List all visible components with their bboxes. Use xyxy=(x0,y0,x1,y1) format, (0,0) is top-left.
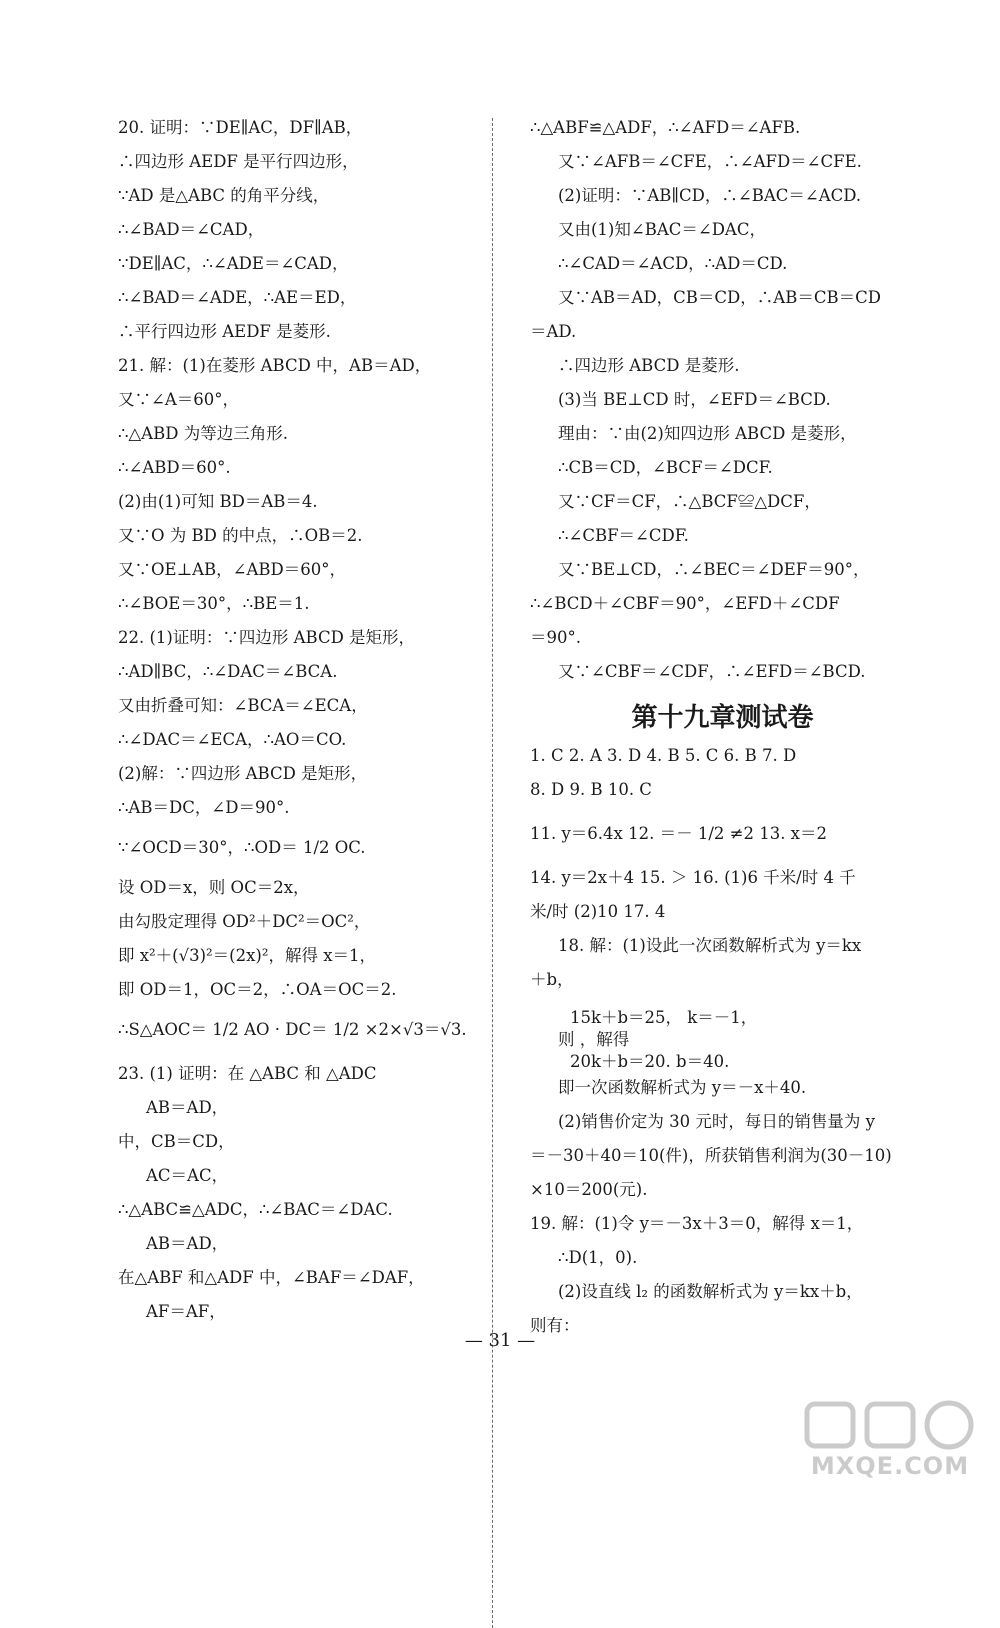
right-text-line: 又∵BE⊥CD，∴∠BEC＝∠DEF＝90°， xyxy=(558,560,870,579)
left-text-line: 又∵∠A＝60°， xyxy=(118,390,239,409)
left-text-line: 中，CB＝CD， xyxy=(118,1132,235,1151)
left-text-line: 又∵OE⊥AB，∠ABD＝60°， xyxy=(118,560,346,579)
left-text-line: ∴∠BAD＝∠ADE，∴AE＝ED， xyxy=(118,288,357,307)
right-answer-line: 米/时 (2)10 17. 4 xyxy=(530,902,666,921)
right-text-line: ∴四边形 ABCD 是菱形. xyxy=(558,356,740,375)
left-text-line: 21. 解：(1)在菱形 ABCD 中，AB＝AD， xyxy=(118,356,432,375)
left-text-line: ∴△ABC≌△ADC，∴∠BAC＝∠DAC. xyxy=(118,1200,393,1219)
left-text-line: AB＝AD， xyxy=(146,1234,229,1253)
left-text-line: ∴∠ABD＝60°. xyxy=(118,458,231,477)
left-text-line: (2)解：∵四边形 ABCD 是矩形， xyxy=(118,764,368,783)
right-text-line: ∴∠BCD＋∠CBF＝90°，∠EFD＋∠CDF xyxy=(530,594,840,613)
right-text-line: ∴∠CBF＝∠CDF. xyxy=(558,526,689,545)
right-text-line: ∴∠CAD＝∠ACD，∴AD＝CD. xyxy=(558,254,788,273)
left-text-line: ∵∠OCD＝30°，∴OD＝ 1/2 OC. xyxy=(118,838,366,857)
left-text-line: (2)由(1)可知 BD＝AB＝4. xyxy=(118,492,318,511)
right-text-line: 又∵CF＝CF，∴△BCF≌△DCF， xyxy=(558,492,821,511)
right-answer-line: 18. 解：(1)设此一次函数解析式为 y＝kx xyxy=(558,936,862,955)
left-text-line: ∴四边形 AEDF 是平行四边形， xyxy=(118,152,359,171)
right-answer-line: 1. C 2. A 3. D 4. B 5. C 6. B 7. D xyxy=(530,746,797,765)
left-text-line: 由勾股定理得 OD²＋DC²＝OC²， xyxy=(118,912,371,931)
left-text-line: AB＝AD， xyxy=(146,1098,229,1117)
right-answer-line: 则有： xyxy=(530,1316,580,1335)
left-text-line: 又∵O 为 BD 的中点，∴OB＝2. xyxy=(118,526,363,545)
left-text-line: 23. (1) 证明：在 △ABC 和 △ADC xyxy=(118,1064,377,1083)
left-text-line: ∴∠BOE＝30°，∴BE＝1. xyxy=(118,594,310,613)
left-text-line: 在△ABF 和△ADF 中，∠BAF＝∠DAF， xyxy=(118,1268,425,1287)
right-text-line: (2)证明：∵AB∥CD，∴∠BAC＝∠ACD. xyxy=(558,186,862,205)
right-answer-line: 即一次函数解析式为 y＝－x＋40. xyxy=(558,1078,807,1097)
right-text-line: (3)当 BE⊥CD 时，∠EFD＝∠BCD. xyxy=(558,390,831,409)
right-text-line: ∴△ABF≌△ADF，∴∠AFD＝∠AFB. xyxy=(530,118,801,137)
right-answer-line: 8. D 9. B 10. C xyxy=(530,780,652,799)
right-text-line: 又∵∠AFB＝∠CFE，∴∠AFD＝∠CFE. xyxy=(558,152,862,171)
left-text-line: 设 OD＝x，则 OC＝2x， xyxy=(118,878,310,897)
left-text-line: 22. (1)证明：∵四边形 ABCD 是矩形， xyxy=(118,628,416,647)
left-text-line: ∵AD 是△ABC 的角平分线， xyxy=(118,186,330,205)
left-text-line: ∴平行四边形 AEDF 是菱形. xyxy=(118,322,331,341)
right-text-line: ＝90°. xyxy=(530,628,581,647)
watermark-logo xyxy=(795,1400,985,1480)
right-text-line: ＝AD. xyxy=(530,322,577,341)
right-text-line: 理由：∵由(2)知四边形 ABCD 是菱形， xyxy=(558,424,857,443)
right-answer-line: 20k＋b＝20. b＝40. xyxy=(570,1052,730,1071)
right-answer-line: ＝－30＋40＝10(件)，所获销售利润为(30－10) xyxy=(530,1146,892,1165)
right-text-line: 又∵AB＝AD，CB＝CD，∴AB＝CB＝CD xyxy=(558,288,881,307)
watermark-text: MXQE.COM xyxy=(810,1452,970,1480)
page-number: — 31 — xyxy=(464,1330,536,1351)
column-divider xyxy=(492,118,493,1628)
left-text-line: ∴∠BAD＝∠CAD， xyxy=(118,220,265,239)
right-text-line: 又由(1)知∠BAC＝∠DAC， xyxy=(558,220,766,239)
left-text-line: ∴AD∥BC，∴∠DAC＝∠BCA. xyxy=(118,662,338,681)
right-answer-line: 14. y＝2x＋4 15. ＞ 16. (1)6 千米/时 4 千 xyxy=(530,868,856,887)
right-answer-line: ＋b， xyxy=(530,970,574,989)
right-answer-line: (2)设直线 l₂ 的函数解析式为 y＝kx＋b， xyxy=(558,1282,863,1301)
right-answer-line: 则 ，解得 xyxy=(558,1030,630,1049)
right-answer-line: ∴D(1，0). xyxy=(558,1248,638,1267)
right-text-line: 又∵∠CBF＝∠CDF，∴∠EFD＝∠BCD. xyxy=(558,662,866,681)
left-text-line: AC＝AC， xyxy=(146,1166,229,1185)
left-text-line: ∴S△AOC＝ 1/2 AO · DC＝ 1/2 ×2×√3＝√3. xyxy=(118,1020,467,1039)
left-text-line: 即 x²＋(√3)²＝(2x)²，解得 x＝1， xyxy=(118,946,377,965)
right-text-line: ∴CB＝CD，∠BCF＝∠DCF. xyxy=(558,458,773,477)
left-text-line: 20. 证明：∵DE∥AC，DF∥AB， xyxy=(118,118,363,137)
left-text-line: 即 OD＝1，OC＝2，∴OA＝OC＝2. xyxy=(118,980,397,999)
right-answer-line: 19. 解：(1)令 y＝－3x＋3＝0，解得 x＝1， xyxy=(530,1214,864,1233)
right-answer-line: ×10＝200(元). xyxy=(530,1180,648,1199)
watermark-emblem-icon xyxy=(795,1400,985,1452)
right-answer-line: 15k＋b＝25， k＝－1， xyxy=(570,1008,758,1027)
left-text-line: ∴∠DAC＝∠ECA，∴AO＝CO. xyxy=(118,730,347,749)
left-text-line: ∴AB＝DC，∠D＝90°. xyxy=(118,798,290,817)
left-text-line: AF＝AF， xyxy=(146,1302,226,1321)
chapter-title: 第十九章测试卷 xyxy=(631,703,814,733)
left-text-line: 又由折叠可知：∠BCA＝∠ECA， xyxy=(118,696,368,715)
left-text-line: ∵DE∥AC，∴∠ADE＝∠CAD， xyxy=(118,254,349,273)
left-text-line: ∴△ABD 为等边三角形. xyxy=(118,424,288,443)
right-answer-line: (2)销售价定为 30 元时，每日的销售量为 y xyxy=(558,1112,875,1131)
right-answer-line: 11. y＝6.4x 12. ＝－ 1/2 ≠2 13. x＝2 xyxy=(530,824,827,843)
